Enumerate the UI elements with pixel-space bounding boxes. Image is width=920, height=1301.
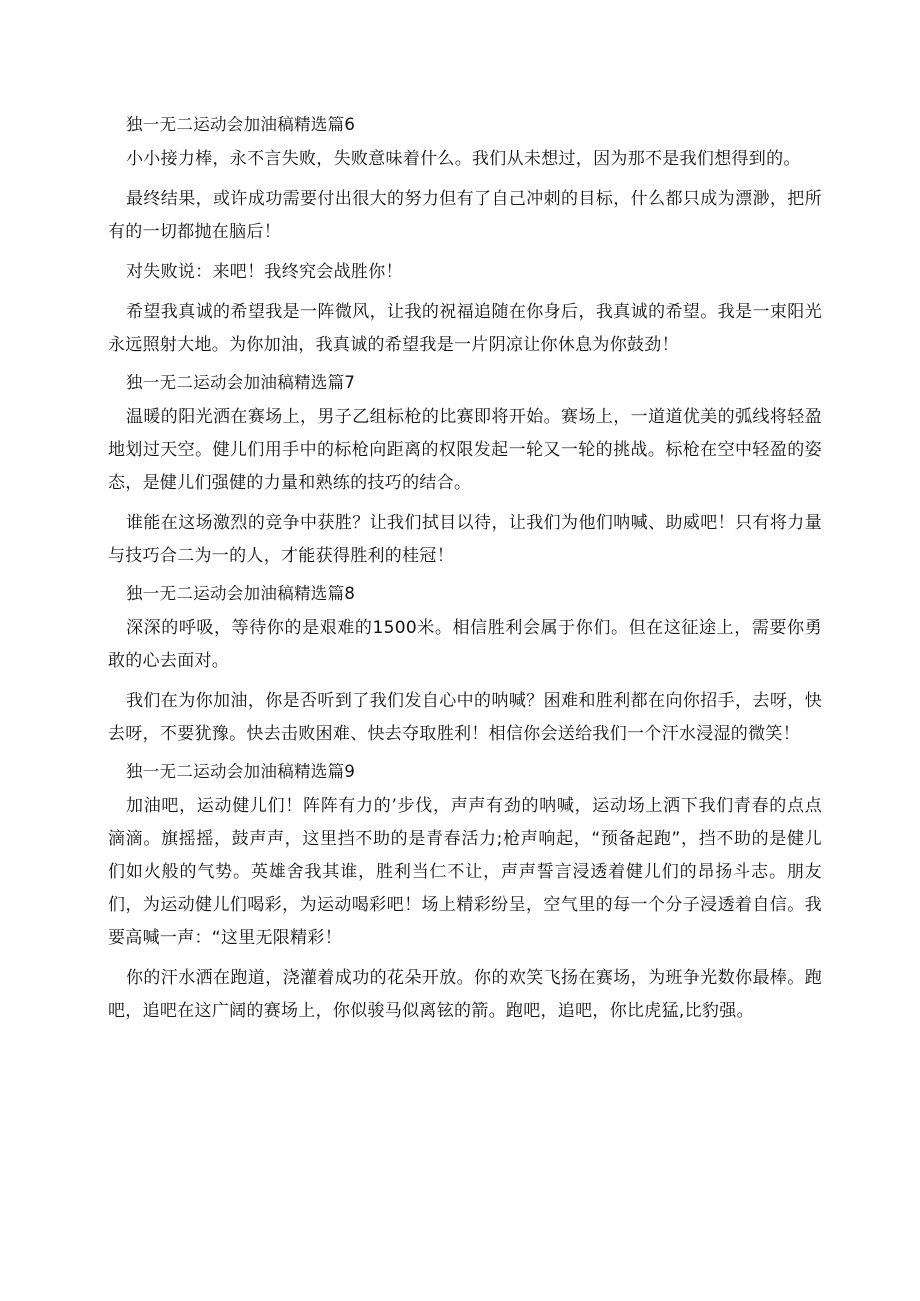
section-heading: 独一无二运动会加油稿精选篇9 xyxy=(126,762,356,781)
section-heading: 独一无二运动会加油稿精选篇7 xyxy=(126,373,356,392)
section-7 xyxy=(108,364,822,573)
paragraph: 小小接力棒，永不言失败，失败意味着什么。我们从未想过，因为那不是我们想得到的。 xyxy=(126,149,801,169)
paragraph: 你的汗水洒在跑道，浇灌着成功的花朵开放。你的欢笑飞扬在赛场，为班争光数你最棒。跑吧，追吧在这广阔的赛场上，你似骏马似离铉的箭。跑吧，追吧，你比虎猛,比豹强。 xyxy=(108,968,822,1021)
section-8 xyxy=(108,575,822,751)
section-6 xyxy=(108,106,822,362)
paragraph: 深深的呼吸，等待你的是艰难的1500米。相信胜利会属于你们。但在这征途上，需要你勇敢的心去面对。 xyxy=(108,618,822,671)
paragraph: 我们在为你加油，你是否听到了我们发自心中的呐喊？困难和胜利都在向你招手，去呀，快去呀，不要犹豫。快去击败困难、快去夺取胜利！相信你会送给我们一个汗水浸湿的微笑！ xyxy=(108,691,822,744)
paragraph: 加油吧，运动健儿们！阵阵有力的’步伐，声声有劲的呐喊，运动场上洒下我们青春的点点滴滴。旗摇摇，鼓声声，这里挡不助的是青春活力;枪声响起，“预备起跑”，挡不助的是健儿们如火般的气势。英雄舍我其谁，胜利当仁不让，声声誓言浸透着健儿们的昂扬斗志。朋友们，为运动健儿们喝彩，为运动喝彩吧！场上精彩纷呈，空气里的每一个分子浸透着自信。我要高喊一声：“这里无限精彩！ xyxy=(108,796,822,948)
section-heading: 独一无二运动会加油稿精选篇6 xyxy=(126,115,356,134)
paragraph: 希望我真诚的希望我是一阵微风，让我的祝福追随在你身后，我真诚的希望。我是一束阳光永远照射大地。为你加油，我真诚的希望我是一片阴凉让你休息为你鼓劲！ xyxy=(108,302,822,355)
paragraph: 对失败说：来吧！我终究会战胜你！ xyxy=(126,262,403,282)
document-body xyxy=(108,106,822,1030)
paragraph: 温暖的阳光洒在赛场上，男子乙组标枪的比赛即将开始。赛场上，一道道优美的弧线将轻盈地划过天空。健儿们用手中的标枪向距离的权限发起一轮又一轮的挑战。标枪在空中轻盈的姿态，是健儿们强健的力量和熟练的技巧的结合。 xyxy=(108,407,822,493)
paragraph: 谁能在这场激烈的竞争中获胜？让我们拭目以待，让我们为他们呐喊、助威吧！只有将力量与技巧合二为一的人，才能获得胜利的桂冠！ xyxy=(108,513,822,566)
paragraph: 最终结果，或许成功需要付出很大的努力但有了自己冲刺的目标，什么都只成为漂渺，把所有的一切都抛在脑后！ xyxy=(108,189,822,242)
section-9 xyxy=(108,753,822,1028)
section-heading: 独一无二运动会加油稿精选篇8 xyxy=(126,584,356,603)
